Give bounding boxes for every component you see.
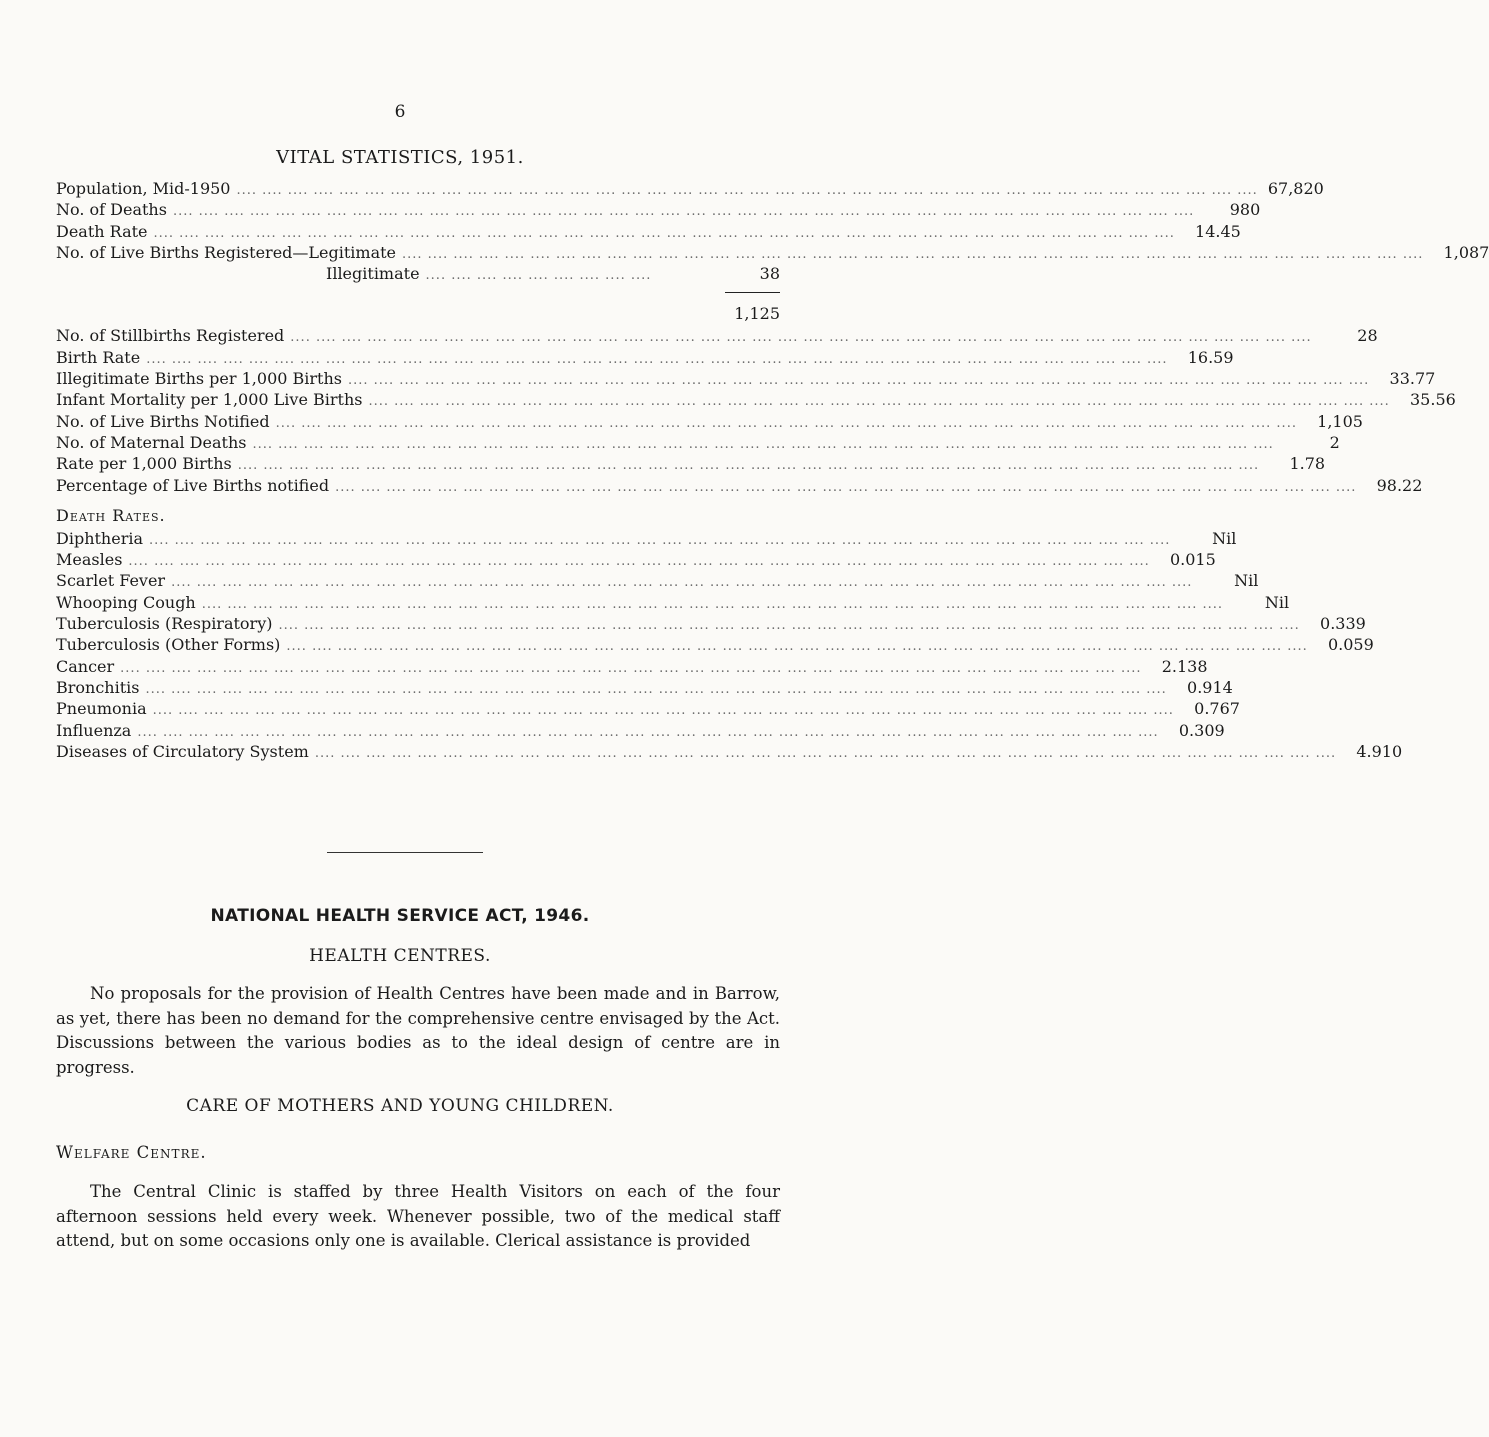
stat-label: Illegitimate Births per 1,000 Births bbox=[56, 369, 342, 389]
dot-leader: .... .... .... .... .... .... .... .... .... .... .... .... .... .... .... .... .... .... .... .... .... .... .... .... .... .... .... .... .... .... .... .... .... .... .... .... .... .... .... .... bbox=[347, 373, 1370, 389]
dot-leader: .... .... .... .... .... .... .... .... .... .... .... .... .... .... .... .... .... .... .... .... .... .... .... .... .... .... .... .... .... .... .... .... .... .... .... .... .... .... .... .... bbox=[128, 554, 1150, 570]
stat-label: Birth Rate bbox=[56, 347, 141, 367]
stat-label: Tuberculosis (Other Forms) bbox=[56, 635, 281, 655]
stat-label: Illegitimate bbox=[326, 264, 420, 284]
stat-label: Diseases of Circulatory System bbox=[56, 741, 309, 761]
stat-label: Pneumonia bbox=[56, 699, 147, 719]
stat-value: 4.910 bbox=[1356, 741, 1403, 761]
stat-value: 33.77 bbox=[1389, 369, 1436, 389]
dot-leader: .... .... .... .... .... .... .... .... .... .... .... .... .... .... .... .... .... .... .... .... .... .... .... .... .... .... .... .... .... .... .... .... .... .... .... .... .... .... .... .... bbox=[145, 681, 1167, 697]
stat-value: 0.309 bbox=[1178, 720, 1225, 740]
stat-value: 1,105 bbox=[1317, 411, 1363, 431]
stat-row bbox=[56, 432, 1340, 453]
health-centres-paragraph bbox=[56, 982, 780, 1080]
stat-value: 2.138 bbox=[1161, 656, 1208, 676]
stat-label: No. of Maternal Deaths bbox=[56, 432, 247, 452]
stat-row bbox=[56, 570, 1259, 591]
dot-leader: .... .... .... .... .... .... .... .... .... bbox=[425, 268, 652, 284]
stat-value: 0.767 bbox=[1194, 699, 1240, 719]
stat-value: 0.339 bbox=[1320, 614, 1366, 634]
stat-value: 67,820 bbox=[1267, 179, 1324, 198]
stat-value: 1,087 bbox=[1443, 242, 1489, 262]
stat-row bbox=[56, 347, 1234, 368]
stat-label: No. of Live Births Registered—Legitimate bbox=[56, 242, 397, 262]
stat-value: Nil bbox=[1234, 571, 1259, 591]
stat-label: Influenza bbox=[56, 720, 132, 740]
stat-value: 2 bbox=[1329, 432, 1340, 452]
paragraph-text: The Central Clinic is staffed by three Health Visitors on each of the four afternoon sessions held every week. Whenever possible, two of the medical staff attend, but on some occasions only one is available. Clerical assistance is provided bbox=[56, 1182, 780, 1250]
dot-leader: .... .... .... .... .... .... .... .... .... .... .... .... .... .... .... .... .... .... .... .... .... .... .... .... .... .... .... .... .... .... .... .... .... .... .... .... .... .... .... .... bbox=[237, 458, 1260, 474]
stat-row bbox=[56, 453, 1326, 474]
stat-label: No. of Live Births Notified bbox=[56, 411, 270, 431]
stat-label: No. of Deaths bbox=[56, 200, 167, 220]
stat-row bbox=[56, 741, 1403, 762]
stat-label: Rate per 1,000 Births bbox=[56, 454, 232, 474]
stat-row bbox=[56, 549, 1216, 570]
dot-leader: .... .... .... .... .... .... .... .... .... .... .... .... .... .... .... .... .... .... .... .... .... .... .... .... .... .... .... .... .... .... .... .... .... .... .... .... .... .... .... .... bbox=[152, 703, 1174, 719]
stat-row bbox=[56, 221, 1241, 242]
dot-leader: .... .... .... .... .... .... .... .... .... .... .... .... .... .... .... .... .... .... .... .... .... .... .... .... .... .... .... .... .... .... .... .... .... .... .... .... .... .... .... .... bbox=[290, 330, 1312, 346]
stat-value: Nil bbox=[1212, 528, 1237, 548]
stat-label: No. of Stillbirths Registered bbox=[56, 326, 285, 346]
stat-row bbox=[56, 389, 1456, 410]
statistics-group-rates bbox=[56, 325, 1456, 495]
vital-statistics-title: VITAL STATISTICS, 1951. bbox=[276, 147, 524, 168]
stat-label: Tuberculosis (Respiratory) bbox=[56, 614, 273, 634]
stat-label: Diphtheria bbox=[56, 528, 143, 548]
stat-value: 0.914 bbox=[1187, 677, 1233, 697]
dot-leader: .... .... .... .... .... .... .... .... .... .... .... .... .... .... .... .... .... .... .... .... .... .... .... .... .... .... .... .... .... .... .... .... .... .... .... .... .... .... .... .... bbox=[335, 479, 1357, 495]
stat-row bbox=[56, 368, 1436, 389]
stat-label: Population, Mid-1950 bbox=[56, 179, 231, 198]
stat-row bbox=[56, 656, 1208, 677]
stat-value: 14.45 bbox=[1195, 221, 1241, 241]
stat-row bbox=[56, 411, 1363, 432]
stat-value: Nil bbox=[1264, 592, 1290, 612]
stat-value: 16.59 bbox=[1187, 347, 1234, 367]
dot-leader: .... .... .... .... .... .... .... .... .... .... .... .... .... .... .... .... .... .... .... .... .... .... .... .... .... .... .... .... .... .... .... .... .... .... .... .... .... .... .... .... bbox=[153, 225, 1175, 241]
stat-row-illegitimate bbox=[56, 263, 780, 284]
stat-row bbox=[56, 325, 1378, 346]
stat-row bbox=[56, 677, 1233, 698]
births-total: 1,125 bbox=[734, 304, 780, 324]
stat-row bbox=[56, 199, 1261, 220]
stat-value: 35.56 bbox=[1410, 390, 1456, 410]
stat-label: Percentage of Live Births notified bbox=[56, 475, 330, 495]
stat-value: 0.015 bbox=[1169, 550, 1216, 570]
stat-row bbox=[56, 592, 1290, 613]
welfare-centre-paragraph bbox=[56, 1180, 780, 1254]
dot-leader: .... .... .... .... .... .... .... .... .... .... .... .... .... .... .... .... .... .... .... .... .... .... .... .... .... .... .... .... .... .... .... .... .... .... .... .... .... .... .... .... bbox=[201, 596, 1224, 612]
stat-label: Whooping Cough bbox=[56, 592, 196, 612]
dot-leader: .... .... .... .... .... .... .... .... .... .... .... .... .... .... .... .... .... .... .... .... .... .... .... .... .... .... .... .... .... .... .... .... .... .... .... .... .... .... .... .... bbox=[149, 532, 1171, 548]
stat-label: Death Rate bbox=[56, 221, 148, 241]
stat-row bbox=[56, 720, 1225, 741]
death-rates-heading: Death Rates. bbox=[56, 505, 166, 525]
dot-leader: .... .... .... .... .... .... .... .... .... .... .... .... .... .... .... .... .... .... .... .... .... .... .... .... .... .... .... .... .... .... .... .... .... .... .... .... .... .... .... .... bbox=[146, 351, 1168, 367]
stat-row bbox=[56, 698, 1240, 719]
dot-leader: .... .... .... .... .... .... .... .... .... .... .... .... .... .... .... .... .... .... .... .... .... .... .... .... .... .... .... .... .... .... .... .... .... .... .... .... .... .... .... .... bbox=[252, 436, 1274, 452]
vital-statistics-table bbox=[56, 178, 1489, 762]
stat-value: 38 bbox=[759, 264, 780, 284]
stat-label: Cancer bbox=[56, 656, 115, 676]
statistics-group-births-deaths bbox=[56, 178, 1489, 263]
nhs-act-title: NATIONAL HEALTH SERVICE ACT, 1946. bbox=[210, 906, 590, 926]
welfare-centre-heading: Welfare Centre. bbox=[56, 1143, 207, 1162]
stat-value: 980 bbox=[1229, 200, 1261, 220]
dot-leader: .... .... .... .... .... .... .... .... .... .... .... .... .... .... .... .... .... .... .... .... .... .... .... .... .... .... .... .... .... .... .... .... .... .... .... .... .... .... .... .... bbox=[137, 724, 1159, 740]
dot-leader: .... .... .... .... .... .... .... .... .... .... .... .... .... .... .... .... .... .... .... .... .... .... .... .... .... .... .... .... .... .... .... .... .... .... .... .... .... .... .... .... bbox=[171, 575, 1193, 591]
dot-leader: .... .... .... .... .... .... .... .... .... .... .... .... .... .... .... .... .... .... .... .... .... .... .... .... .... .... .... .... .... .... .... .... .... .... .... .... .... .... .... .... bbox=[275, 415, 1297, 431]
dot-leader: .... .... .... .... .... .... .... .... .... .... .... .... .... .... .... .... .... .... .... .... .... .... .... .... .... .... .... .... .... .... .... .... .... .... .... .... .... .... .... .... bbox=[172, 204, 1195, 220]
stat-row bbox=[56, 178, 1324, 199]
stat-value: 98.22 bbox=[1376, 475, 1423, 495]
dot-leader: .... .... .... .... .... .... .... .... .... .... .... .... .... .... .... .... .... .... .... .... .... .... .... .... .... .... .... .... .... .... .... .... .... .... .... .... .... .... .... .... bbox=[402, 246, 1424, 262]
stat-value: 1.78 bbox=[1289, 454, 1326, 474]
health-centres-title: HEALTH CENTRES. bbox=[309, 946, 491, 966]
stat-label: Scarlet Fever bbox=[56, 571, 166, 591]
dot-leader: .... .... .... .... .... .... .... .... .... .... .... .... .... .... .... .... .... .... .... .... .... .... .... .... .... .... .... .... .... .... .... .... .... .... .... .... .... .... .... .... bbox=[286, 639, 1308, 655]
stat-row bbox=[56, 634, 1374, 655]
care-of-mothers-title: CARE OF MOTHERS AND YOUNG CHILDREN. bbox=[186, 1096, 614, 1116]
dot-leader: .... .... .... .... .... .... .... .... .... .... .... .... .... .... .... .... .... .... .... .... .... .... .... .... .... .... .... .... .... .... .... .... .... .... .... .... .... .... .... .... bbox=[314, 745, 1337, 761]
stat-label: Bronchitis bbox=[56, 677, 140, 697]
stat-label: Infant Mortality per 1,000 Live Births bbox=[56, 390, 363, 410]
section-divider bbox=[327, 852, 483, 853]
stat-value: 0.059 bbox=[1327, 635, 1374, 655]
page-number: 6 bbox=[394, 102, 406, 122]
dot-leader: .... .... .... .... .... .... .... .... .... .... .... .... .... .... .... .... .... .... .... .... .... .... .... .... .... .... .... .... .... .... .... .... .... .... .... .... .... .... .... .... bbox=[278, 618, 1300, 634]
dot-leader: .... .... .... .... .... .... .... .... .... .... .... .... .... .... .... .... .... .... .... .... .... .... .... .... .... .... .... .... .... .... .... .... .... .... .... .... .... .... .... .... bbox=[120, 660, 1142, 676]
stat-row bbox=[56, 242, 1489, 263]
statistics-group-death-rates bbox=[56, 528, 1403, 762]
sum-rule bbox=[56, 284, 780, 303]
dot-leader: .... .... .... .... .... .... .... .... .... .... .... .... .... .... .... .... .... .... .... .... .... .... .... .... .... .... .... .... .... .... .... .... .... .... .... .... .... .... .... .... bbox=[236, 183, 1258, 198]
stat-row bbox=[56, 613, 1366, 634]
dot-leader: .... .... .... .... .... .... .... .... .... .... .... .... .... .... .... .... .... .... .... .... .... .... .... .... .... .... .... .... .... .... .... .... .... .... .... .... .... .... .... .... bbox=[368, 394, 1390, 410]
stat-row bbox=[56, 475, 1423, 496]
paragraph-text: No proposals for the provision of Health Centres have been made and in Barrow, as yet, there has been no demand for the comprehensive centre envisaged by the Act. Discussions between the various bodies as to the ideal design of centre are in progress. bbox=[56, 984, 780, 1077]
stat-value: 28 bbox=[1357, 326, 1378, 346]
stat-row bbox=[56, 528, 1237, 549]
stat-label: Measles bbox=[56, 550, 123, 570]
